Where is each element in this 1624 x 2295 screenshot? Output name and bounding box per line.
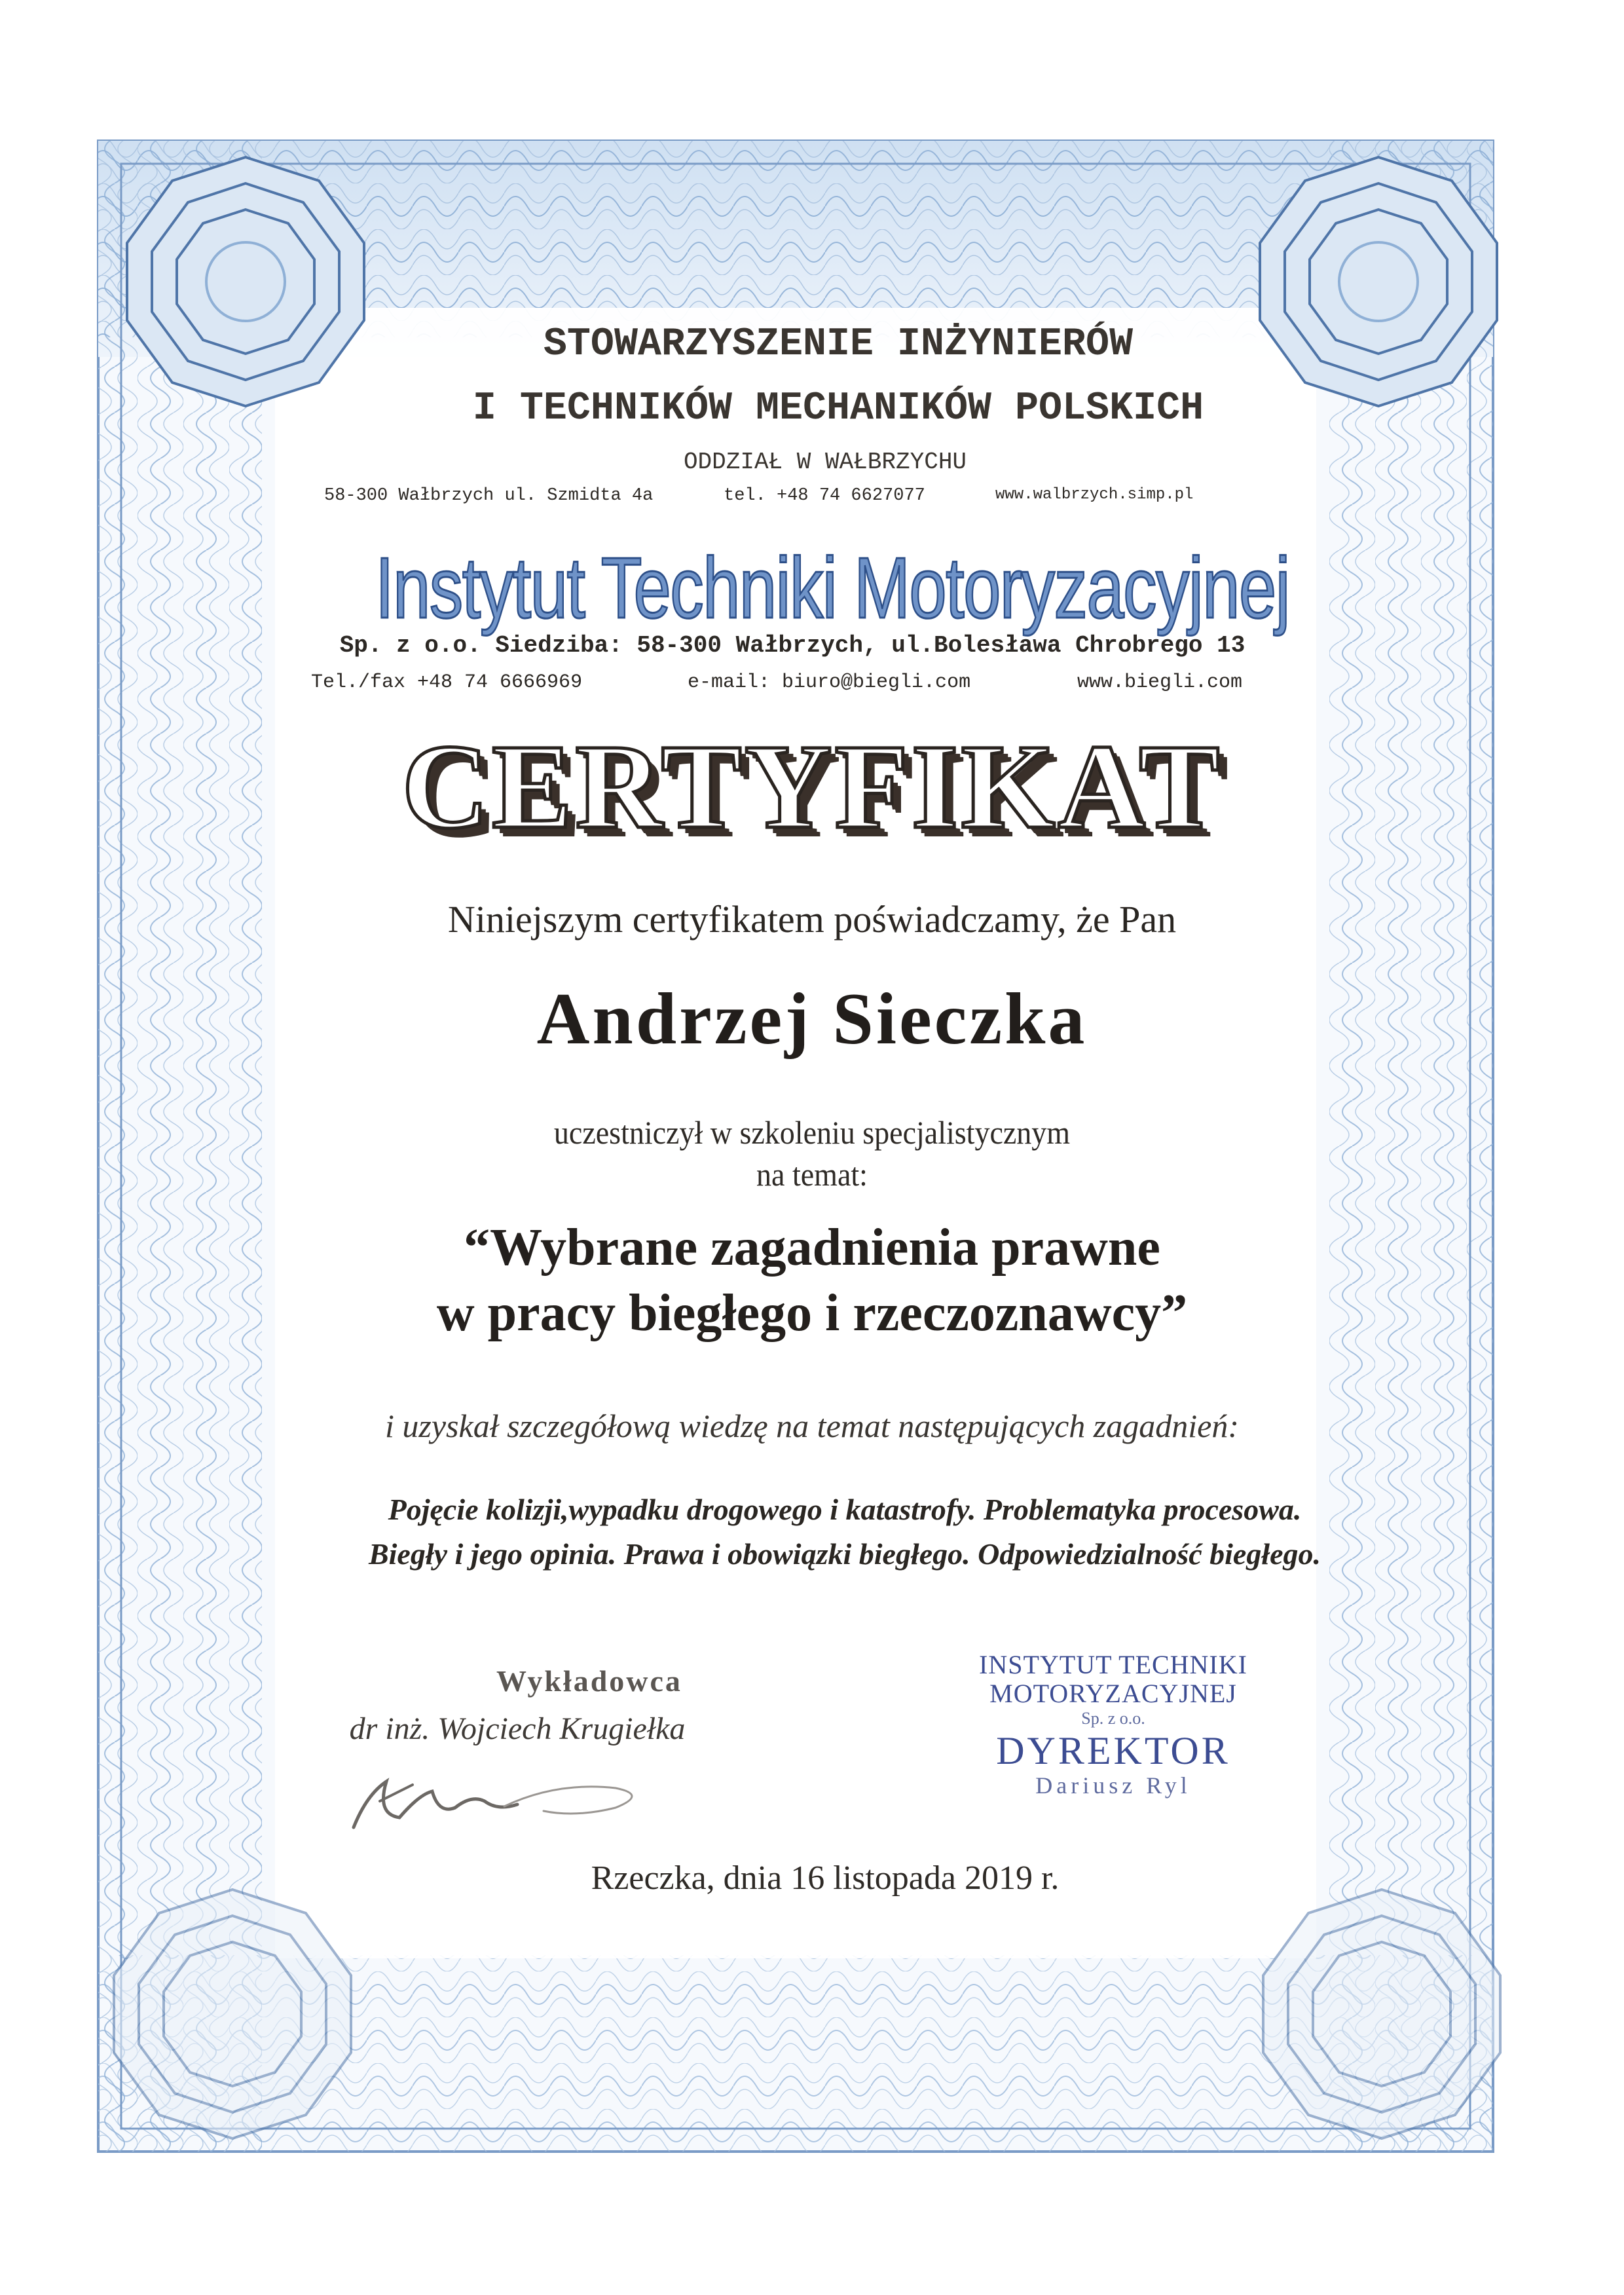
- stamp-line2: MOTORYZACYJNEJ: [989, 1679, 1237, 1708]
- certificate-intro: Niniejszym certyfikatem poświadczamy, że Pan: [447, 898, 1177, 941]
- institute-telfax: Tel./fax +48 74 6666969: [311, 671, 583, 694]
- recipient-name: Andrzej Sieczka: [536, 979, 1088, 1060]
- training-topic-line1: “Wybrane zagadnienia prawne: [464, 1219, 1160, 1277]
- participation-line1: uczestniczył w szkoleniu specjalistycznym: [553, 1114, 1071, 1151]
- association-website: www.walbrzych.simp.pl: [995, 486, 1194, 504]
- participation-line2: na temat:: [756, 1156, 868, 1193]
- certificate-title: CERTYFIKAT: [401, 720, 1223, 854]
- institute-website: www.biegli.com: [1077, 671, 1243, 694]
- lecturer-label: Wykładowca: [496, 1664, 682, 1698]
- institute-name: Instytut Techniki Motoryzacyjnej: [375, 540, 1289, 636]
- training-topic-line2: w pracy biegłego i rzeczoznawcy”: [436, 1284, 1188, 1342]
- knowledge-intro: i uzyskał szczegółową wiedzę na temat następujących zagadnień:: [385, 1408, 1239, 1444]
- lecturer-signature: [341, 1755, 707, 1840]
- institute-email: e-mail: biuro@biegli.com: [688, 671, 971, 694]
- association-name-line2: I TECHNIKÓW MECHANIKÓW POLSKICH: [472, 386, 1204, 431]
- lecturer-name: dr inż. Wojciech Krugiełka: [349, 1711, 686, 1746]
- stamp-line1: INSTYTUT TECHNIKI: [979, 1650, 1247, 1679]
- association-branch: ODDZIAŁ W WAŁBRZYCHU: [683, 449, 967, 476]
- association-address: 58-300 Wałbrzych ul. Szmidta 4a: [324, 486, 654, 506]
- issues-line2: Biegły i jego opinia. Prawa i obowiązki biegłego. Odpowiedzialność biegłego.: [368, 1537, 1321, 1571]
- institute-seat: Sp. z o.o. Siedziba: 58-300 Wałbrzych, ul.Bolesława Chrobrego 13: [339, 632, 1246, 659]
- stamp-line4: DYREKTOR: [996, 1729, 1230, 1772]
- stamp-line5: Dariusz Ryl: [1035, 1772, 1191, 1799]
- issues-line1: Pojęcie kolizji,wypadku drogowego i katastrofy. Problematyka procesowa.: [388, 1493, 1302, 1526]
- director-stamp: [943, 1651, 1283, 1799]
- stamp-line3: Sp. z o.o.: [1081, 1709, 1145, 1728]
- association-name-line1: STOWARZYSZENIE INŻYNIERÓW: [543, 322, 1134, 367]
- place-date: Rzeczka, dnia 16 listopada 2019 r.: [591, 1859, 1060, 1897]
- association-phone: tel. +48 74 6627077: [724, 486, 925, 506]
